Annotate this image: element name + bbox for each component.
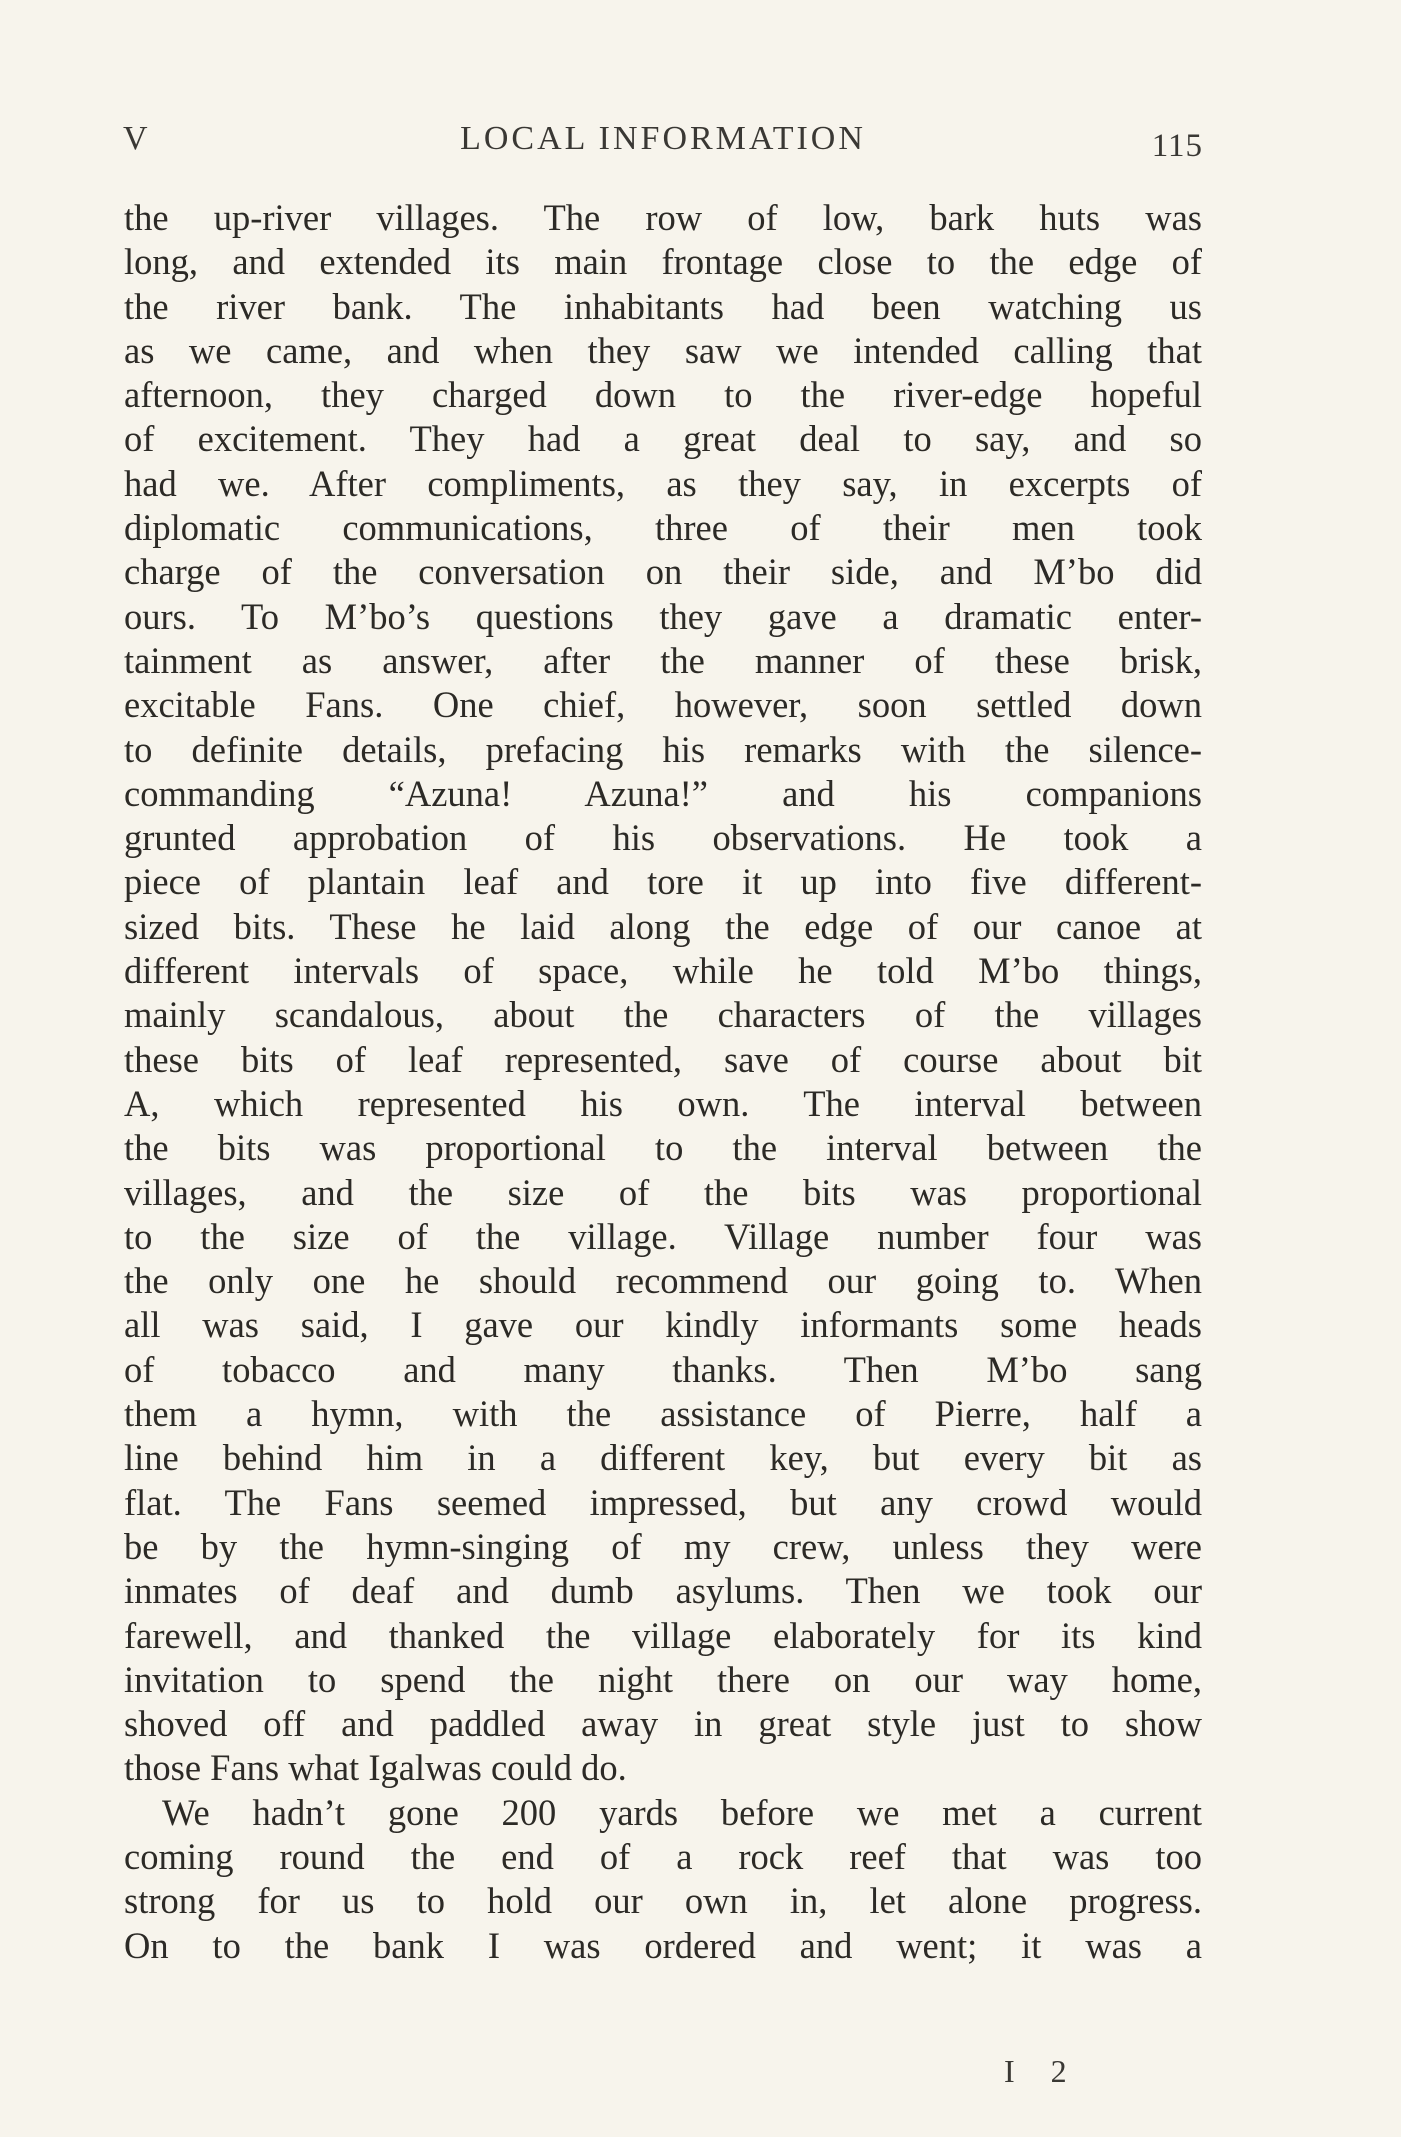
- text-line: the only one he should recommend our going to. When: [124, 1260, 1202, 1302]
- text-line: to the size of the village. Village number four was: [124, 1215, 1202, 1257]
- page-number: 115: [1151, 128, 1203, 164]
- text-line: the river bank. The inhabitants had been watching us: [124, 285, 1202, 327]
- text-line: piece of plantain leaf and tore it up into five different-: [124, 861, 1202, 903]
- body-text: [124, 196, 1202, 1968]
- text-line: them a hymn, with the assistance of Pierre, half a: [124, 1393, 1202, 1435]
- text-line: shoved off and paddled away in great style just to show: [124, 1703, 1202, 1745]
- paragraph-start-line: We hadn’t gone 200 yards before we met a current: [162, 1791, 1202, 1833]
- running-title: LOCAL INFORMATION: [460, 120, 866, 157]
- text-line: as we came, and when they saw we intended calling that: [124, 329, 1202, 371]
- text-line: tainment as answer, after the manner of these brisk,: [124, 639, 1202, 681]
- text-line: all was said, I gave our kindly informants some heads: [124, 1304, 1202, 1346]
- paragraph-end-line: those Fans what Igalwas could do.: [124, 1747, 627, 1789]
- text-line: inmates of deaf and dumb asylums. Then we took our: [124, 1570, 1202, 1612]
- text-line: commanding “Azuna! Azuna!” and his companions: [124, 772, 1202, 814]
- text-line: to definite details, prefacing his remarks with the silence-: [124, 728, 1202, 770]
- text-line: strong for us to hold our own in, let alone progress.: [124, 1880, 1202, 1922]
- text-line: sized bits. These he laid along the edge of our canoe at: [124, 905, 1202, 947]
- text-line: villages, and the size of the bits was proportional: [124, 1171, 1202, 1213]
- text-line: charge of the conversation on their side, and M’bo did: [124, 551, 1202, 593]
- text-line: these bits of leaf represented, save of course about bit: [124, 1038, 1202, 1080]
- text-line: grunted approbation of his observations. He took a: [124, 817, 1202, 859]
- text-line: be by the hymn-singing of my crew, unless they were: [124, 1525, 1202, 1567]
- text-line: afternoon, they charged down to the river-edge hopeful: [124, 374, 1202, 416]
- text-line: flat. The Fans seemed impressed, but any crowd would: [124, 1481, 1202, 1523]
- text-line: On to the bank I was ordered and went; it was a: [124, 1924, 1202, 1966]
- text-line: coming round the end of a rock reef that was too: [124, 1835, 1202, 1877]
- text-line: of tobacco and many thanks. Then M’bo sang: [124, 1348, 1202, 1390]
- text-line: mainly scandalous, about the characters of the villages: [124, 994, 1202, 1036]
- text-line: line behind him in a different key, but every bit as: [124, 1437, 1202, 1479]
- signature-mark: I 2: [1004, 2053, 1081, 2089]
- text-line: ours. To M’bo’s questions they gave a dramatic enter-: [124, 595, 1202, 637]
- chapter-number: V: [123, 120, 151, 157]
- text-line: A, which represented his own. The interval between: [124, 1082, 1202, 1124]
- text-line: the up-river villages. The row of low, bark huts was: [124, 197, 1202, 238]
- text-line: invitation to spend the night there on our way home,: [124, 1658, 1202, 1700]
- text-line: different intervals of space, while he told M’bo things,: [124, 950, 1202, 992]
- running-header: [123, 120, 1203, 170]
- text-line: of excitement. They had a great deal to say, and so: [124, 418, 1202, 460]
- text-line: had we. After compliments, as they say, in excerpts of: [124, 462, 1202, 504]
- text-line: excitable Fans. One chief, however, soon settled down: [124, 684, 1202, 726]
- text-line: farewell, and thanked the village elaborately for its kind: [124, 1614, 1202, 1656]
- text-line: long, and extended its main frontage close to the edge of: [124, 241, 1202, 283]
- text-line: diplomatic communications, three of their men took: [124, 507, 1202, 549]
- text-line: the bits was proportional to the interval between the: [124, 1127, 1202, 1169]
